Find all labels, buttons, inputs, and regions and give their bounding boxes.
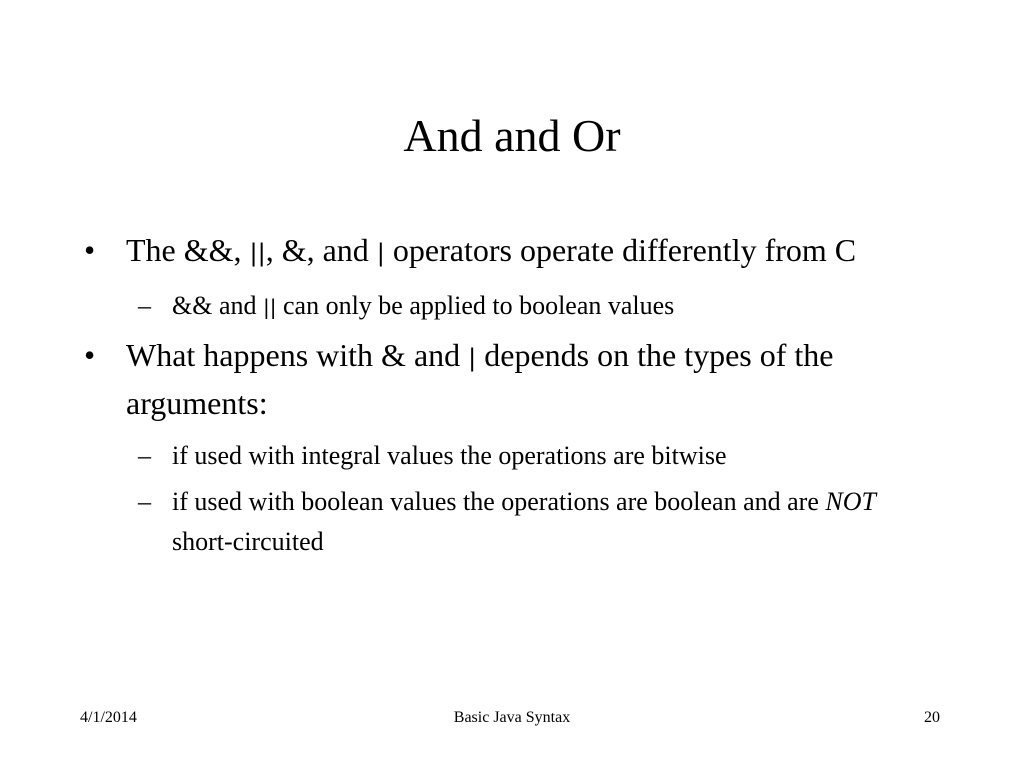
bullet-depends-on-types <box>84 333 934 426</box>
bullet-text-part: operators operate differently from C <box>384 232 857 268</box>
bullet-marker: • <box>84 337 96 373</box>
sub-bullet-boolean-not-short-circuit <box>84 482 934 562</box>
slide-body <box>84 228 934 568</box>
sub-bullet-text-part: short-circuited <box>172 527 324 556</box>
emphasis-not: NOT <box>825 487 876 516</box>
operator-pipe-glyph: | <box>376 239 385 267</box>
bullet-text-part: , &, and <box>265 232 377 268</box>
operator-or-glyph: || <box>249 239 266 267</box>
bullet-operators-differ <box>84 228 934 276</box>
bullet-text-part: What happens with & and <box>126 337 469 373</box>
bullet-text-part: depends on the types of the arguments: <box>126 337 834 421</box>
sub-bullet-text-part: if used with boolean values the operations are boolean and are <box>172 487 826 516</box>
slide-title: And and Or <box>403 110 621 161</box>
bullet-text-part: The &&, <box>126 232 250 268</box>
bullet-marker: • <box>84 232 96 268</box>
sub-bullet-marker: – <box>138 291 151 320</box>
sub-bullet-text-part: && and <box>172 291 263 320</box>
sub-bullet-marker: – <box>138 441 151 470</box>
sub-bullet-marker: – <box>138 487 151 516</box>
sub-bullet-text-part: if used with integral values the operations are bitwise <box>172 441 727 470</box>
footer-title: Basic Java Syntax <box>453 709 571 726</box>
operator-or-glyph: || <box>263 295 277 319</box>
footer-date: 4/1/2014 <box>80 709 137 726</box>
sub-bullet-integral-bitwise <box>84 436 934 476</box>
footer-page-number: 20 <box>924 709 940 726</box>
sub-bullet-text-part: can only be applied to boolean values <box>276 291 675 320</box>
operator-pipe-glyph: | <box>468 344 477 372</box>
sub-bullet-boolean-only <box>84 286 934 327</box>
